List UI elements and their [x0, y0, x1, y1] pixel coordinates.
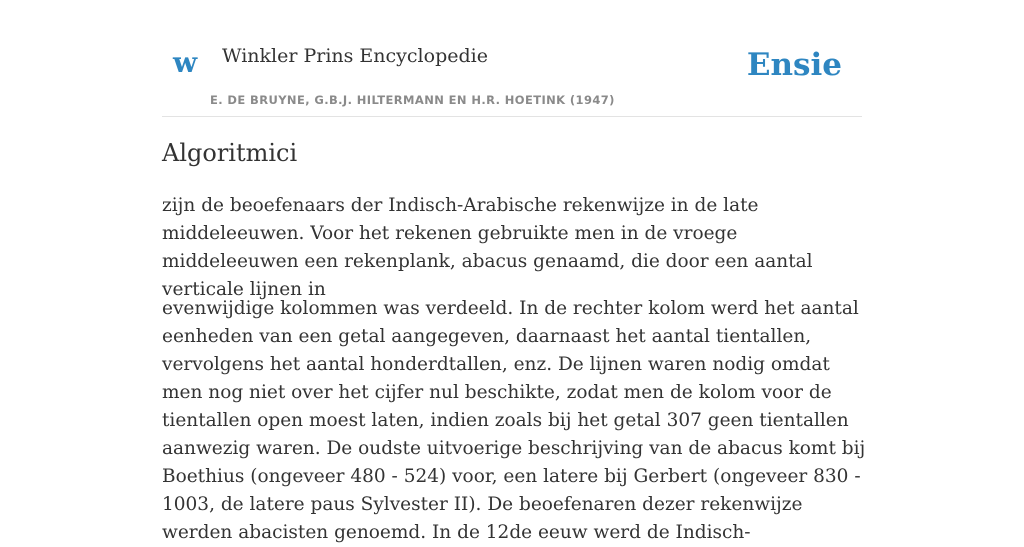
source-title[interactable]: Winkler Prins Encyclopedie	[222, 45, 488, 67]
winkler-prins-logo[interactable]: w	[173, 46, 198, 79]
source-authors: E. DE BRUYNE, G.B.J. HILTERMANN EN H.R. HOETINK (1947)	[210, 93, 615, 107]
header	[162, 0, 862, 117]
article-paragraph: evenwijdige kolommen was verdeeld. In de rechter kolom werd het aantal eenheden van een getal aangegeven, daarnaast het aantal tientallen, vervolgens het aantal honderdtallen, enz. De lijnen waren nodig omdat men nog niet over het cijfer nul beschikte, zodat men de kolom voor de tientallen open moest laten, indien zoals bij het getal 307 geen tientallen aanwezig waren. De oudste uitvoerige beschrijving van de abacus komt bij Boethius (ongeveer 480 - 524) voor, een latere bij Gerbert (ongeveer 830 - 1003, de latere paus Sylvester II). De beoefenaren dezer rekenwijze werden abacisten genoemd. In de 12de eeuw werd de Indisch-	[162, 298, 866, 543]
article-paragraph: zijn de beoefenaars der Indisch-Arabische rekenwijze in de late middeleeuwen. Voor het rekenen gebruikte men in de vroege middeleeuwen een rekenplank, abacus genaamd, die door een aantal verticale lijnen in	[162, 195, 813, 300]
ensie-brand-link[interactable]: Ensie	[746, 47, 842, 83]
article-title: Algoritmici	[162, 139, 298, 167]
content-container	[162, 0, 866, 543]
